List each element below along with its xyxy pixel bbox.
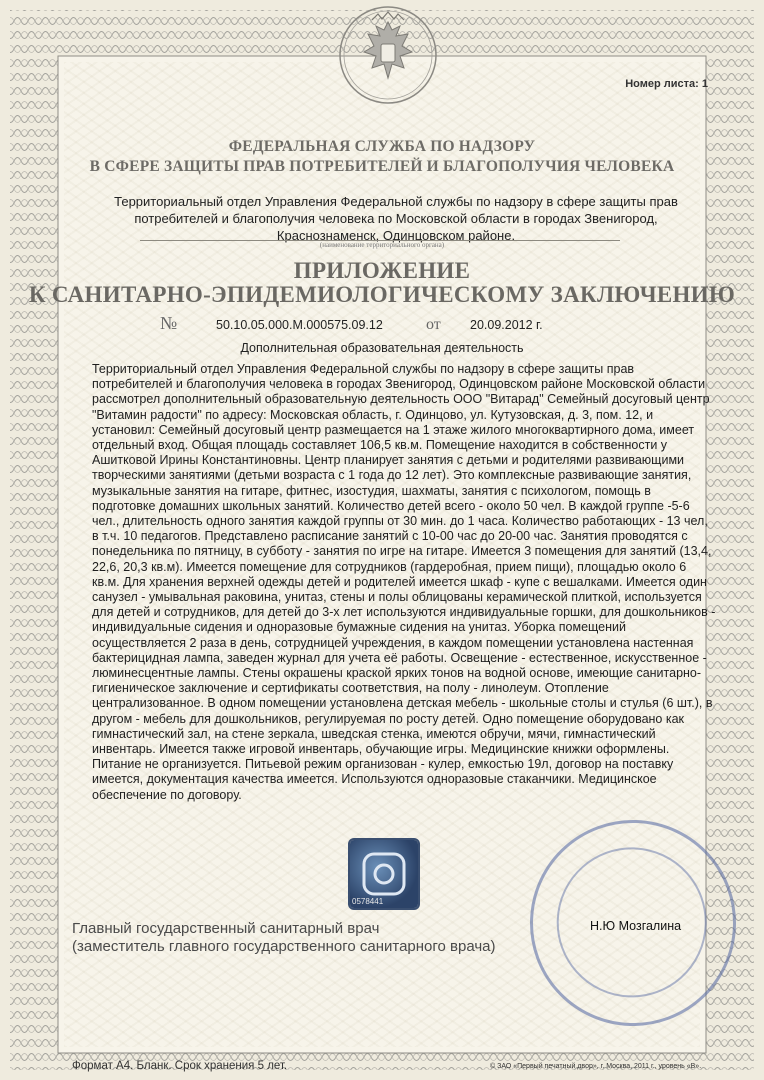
chief-doctor-deputy-title: (заместитель главного государственного санитарного врача) — [72, 938, 496, 955]
conclusion-date: 20.09.2012 г. — [470, 318, 543, 332]
date-prefix: от — [426, 316, 441, 333]
body-text: Территориальный отдел Управления Федеральной службы по надзору в сфере защиты прав потребителей и благополучия человека в городах Звенигород, Одинцовском районе Московской области рассмотрел дополнительный образовательную деятельность ООО "Витарад" Семейный досуговый центр "Витамин радости" по адресу: Московская область, г. Одинцово, ул. Кутузовская, д. 3, пом. 12, и установил: Семейный досуговый центр размещается на 1 этаже жилого многоквартирного дома, имеет отдельный вход. Общая площадь составляет 106,5 кв.м. Помещение находится в собственности у Ашитковой Ирины Константиновны. Центр планирует занятия с детьми и родителями развивающими творческими занятиями (детьми возраста с 1 года до 12 лет). Это комплексные развивающие занятия, музыкальные занятия на гитаре, фитнес, изостудия, шахматы, занятия с психологом, помощь в подготовке домашних школьных занятий. Количество детей всего - около 50 чел. В каждой группе -5-6 чел., длительность одного занятия каждой группы от 30 мин. до 1 часа. Количество работающих - 13 чел, в т.ч. 10 педагогов. Представлено расписание занятий с 10-00 час до 20-00 час. Занятия проводятся с понедельника по пятницу, в субботу - занятия по игре на гитаре. Имеется 3 помещения для занятий (13,4, 22,6, 20,3 кв.м). Имеется помещение для сотрудников (гардеробная, прием пищи), площадью около 6 кв.м. Для хранения верхней одежды детей и родителей имеется шкаф - купе с вешалками. Имеется один санузел - умывальная раковина, унитаз, стены и полы облицованы керамической плиткой, используется для детей и сотрудников, для детей до 3-х лет используются индивидуальные горшки, для дошкольников - индивидуальные сидения и одноразовые бумажные сидения на унитаз. Уборка помещений осуществляется 2 раза в день, сотрудницей учреждения, в каждом помещении установлена настенная бактерицидная лампа, заведен журнал для учета её работы. Освещение - естественное, искусственное - люминесцентные лампы. Стены окрашены краской ярких тонов на водной основе, имеющие санитарно-гигиеническое заключение и сертификаты соответствия, на полу - линолеум. Отопление централизованное. В одном помещении установлена детская мебель - школьные столы и стулья (6 шт.), в другом - мебель для дошкольников, регулируемая по росту детей. Одно помещение оборудовано как гимнастический зал, на стене зеркала, шведская стенка, имеются обручи, мячи, гимнастический инвентарь. Имеется также игровой инвентарь, обучающие игры. Медицинские книжки оформлены. Питание не организуется. Питьевой режим организован - кулер, емкостью 19л, договор на поставку имеется, документация качества имеется. Используются одноразовые стаканчики. Медицинское обеспечение по договору. — [92, 362, 716, 802]
agency-name-line1: ФЕДЕРАЛЬНАЯ СЛУЖБА ПО НАДЗОРУ — [228, 138, 536, 155]
footer-printer: © ЗАО «Первый печатный двор», г. Москва, 2011 г., уровень «В». — [490, 1063, 702, 1070]
signer-name: Н.Ю Мозгалина — [590, 919, 682, 933]
number-sign: № — [160, 313, 178, 333]
conclusion-number: 50.10.05.000.М.000575.09.12 — [216, 318, 383, 332]
footer-format: Формат А4. Бланк. Срок хранения 5 лет. — [72, 1060, 288, 1072]
document-title-line1: ПРИЛОЖЕНИЕ — [293, 258, 471, 283]
document-title-line2: К САНИТАРНО-ЭПИДЕМИОЛОГИЧЕСКОМУ ЗАКЛЮЧЕНИЮ — [28, 282, 736, 307]
territorial-office-caption: (наименование территориального органа) — [319, 241, 445, 249]
hologram-number: 0578441 — [352, 897, 384, 906]
agency-name-line2: В СФЕРЕ ЗАЩИТЫ ПРАВ ПОТРЕБИТЕЛЕЙ И БЛАГОПОЛУЧИЯ ЧЕЛОВЕКА — [89, 158, 675, 175]
territorial-office: Территориальный отдел Управления Федеральной службы по надзору в сфере защиты прав потребителей и благополучия человека по Московской области в городах Звенигород, Краснознаменск, Одинцовском районе. — [114, 194, 678, 243]
activity-type: Дополнительная образовательная деятельность — [240, 341, 524, 355]
chief-doctor-title: Главный государственный санитарный врач — [72, 920, 380, 937]
coat-of-arms-icon — [332, 2, 444, 108]
sheet-number: Номер листа: 1 — [625, 78, 708, 90]
